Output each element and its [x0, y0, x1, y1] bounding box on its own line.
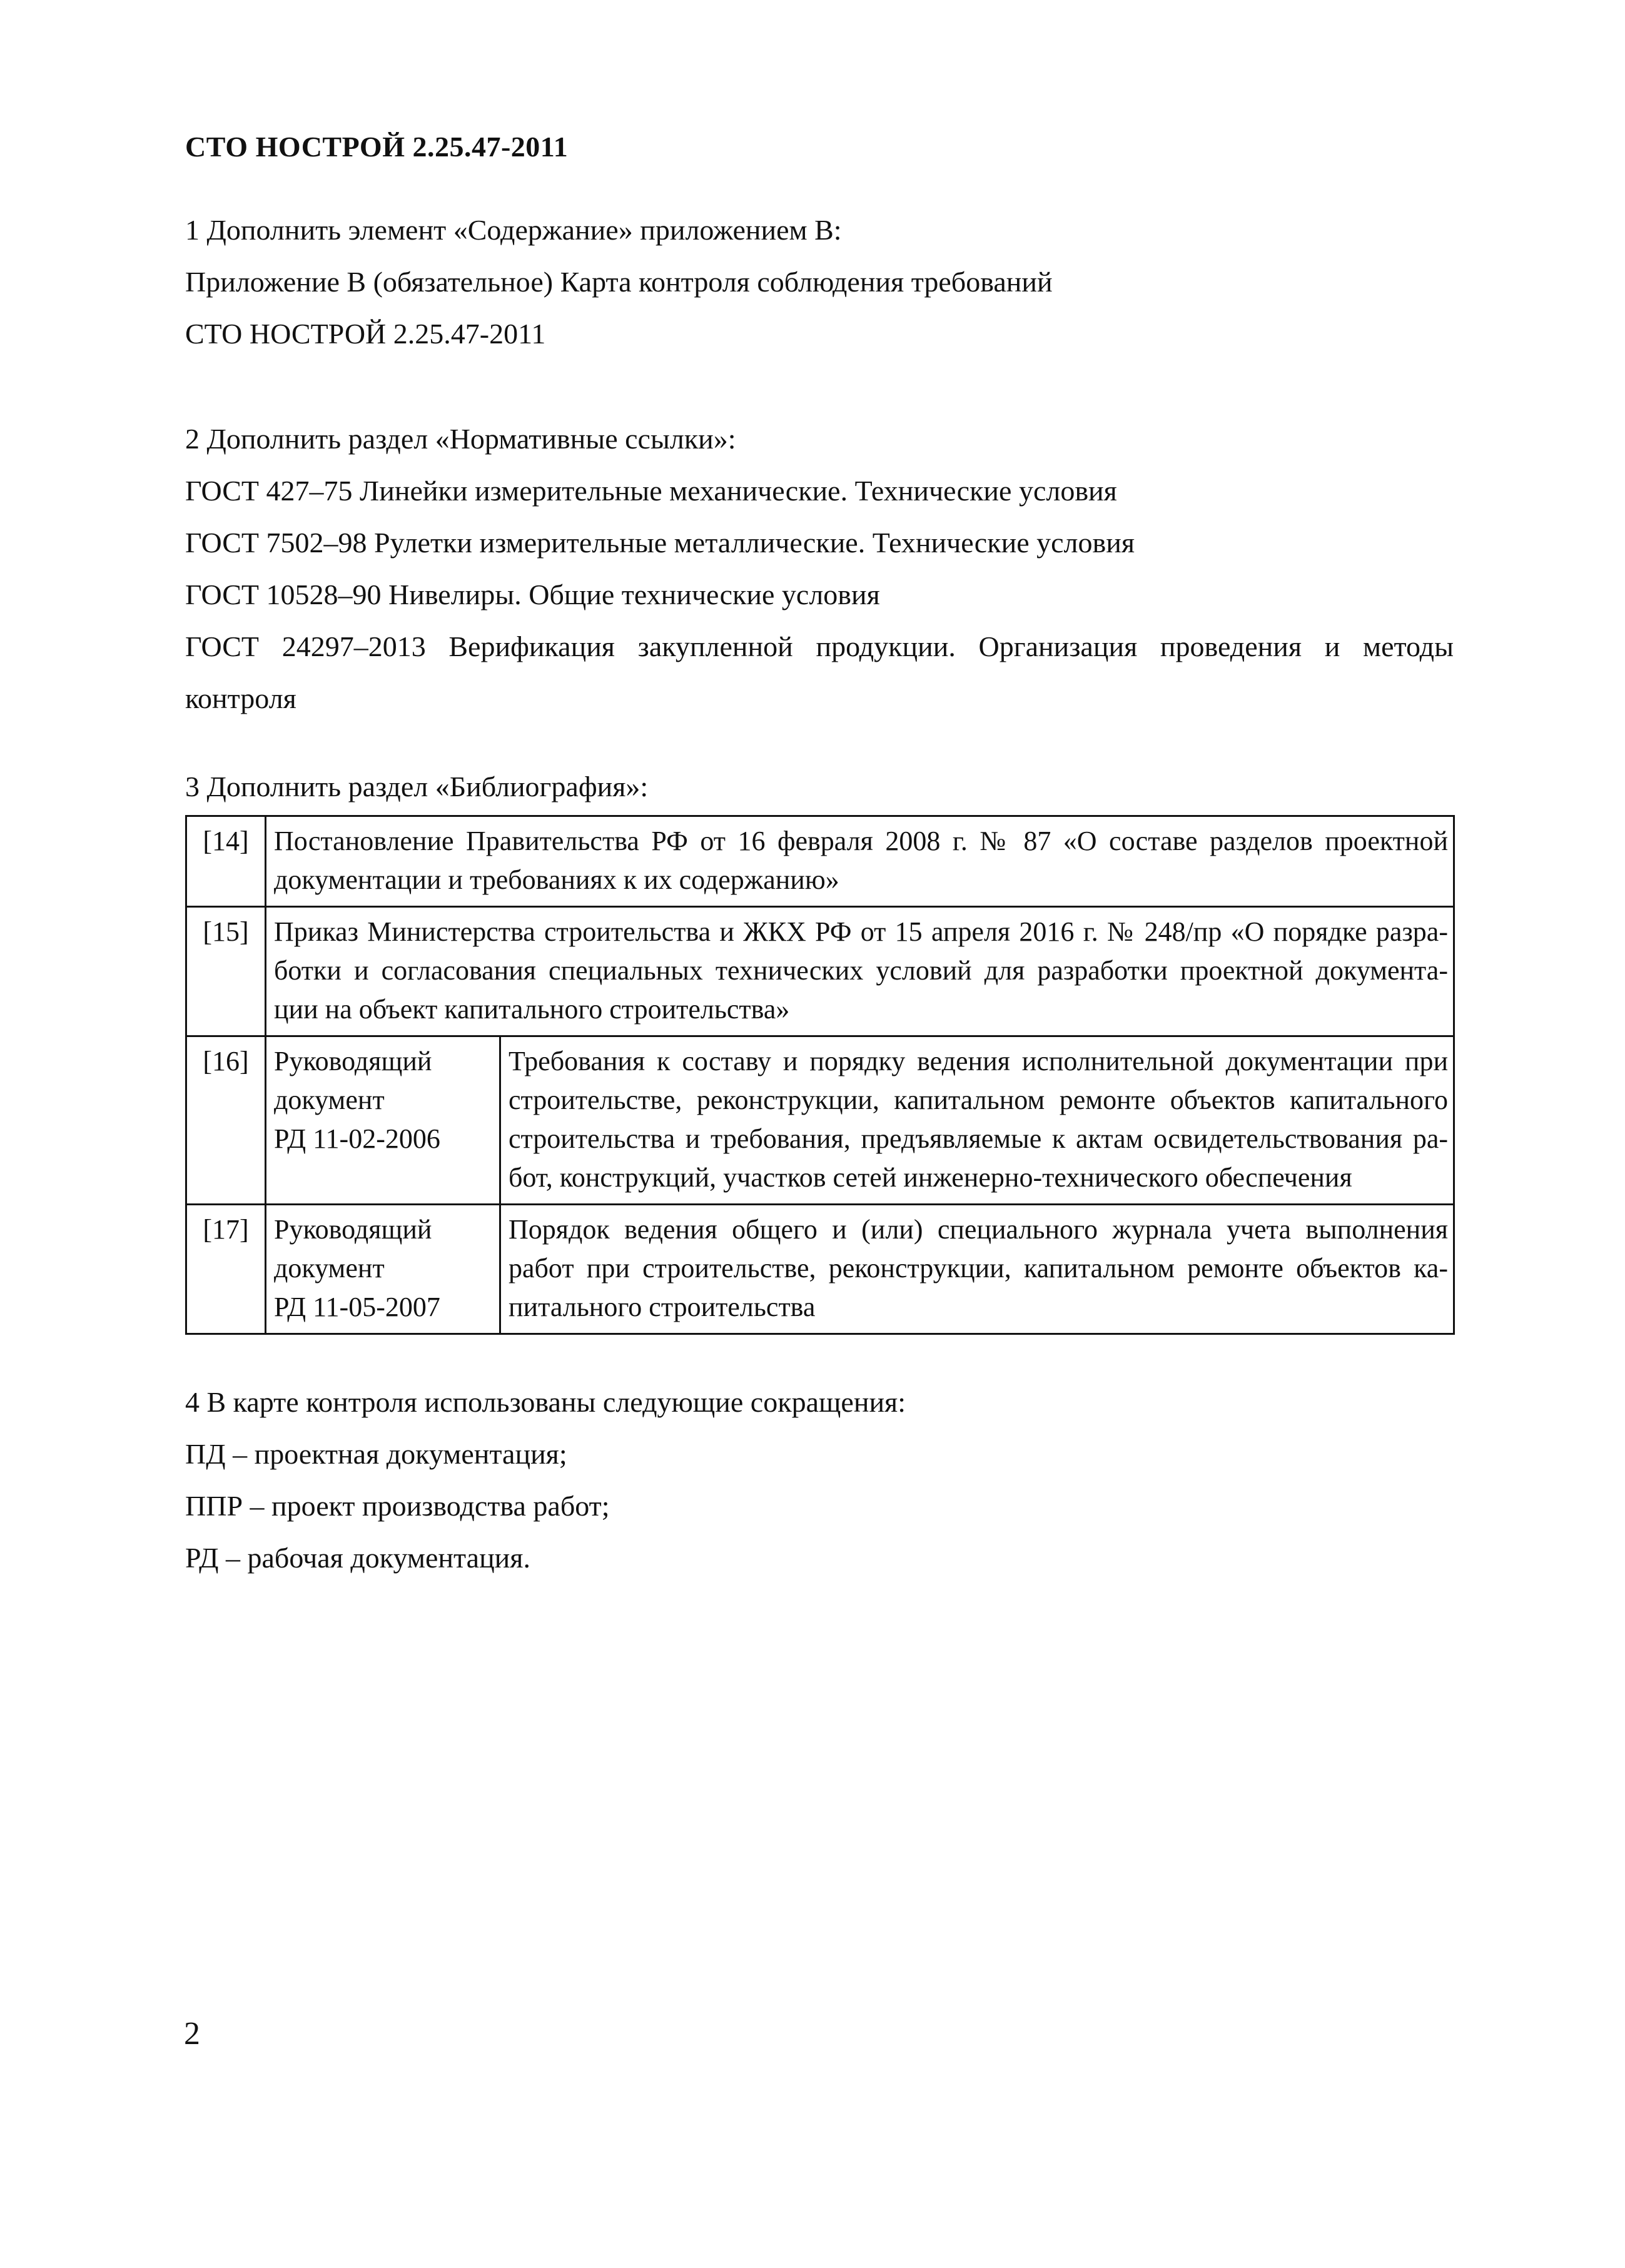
- table-row: [186, 816, 1454, 907]
- ref-doc-line: документ: [274, 1085, 385, 1115]
- section-2-line: контроля: [185, 682, 296, 714]
- section-3-title-text: 3 Дополнить раздел «Библиография»:: [185, 771, 649, 802]
- ref-text-line: питального строительства: [509, 1292, 816, 1322]
- ref-text-line: Постановление Правительства РФ от 16 февраля 2008 г. № 87 «О составе разделов проектной: [274, 826, 1448, 856]
- ref-text-line: строительства и требования, предъявляемые к актам освидетельствования ра-: [509, 1123, 1448, 1154]
- ref-text-line: ботки и согласования специальных технических условий для разработки проектной документа-: [274, 955, 1448, 986]
- section-2-line: ГОСТ 7502–98 Рулетки измерительные металлические. Технические условия: [185, 527, 1135, 559]
- ref-doc-line: РД 11-05-2007: [274, 1292, 440, 1322]
- section-1-line: СТО НОСТРОЙ 2.25.47-2011: [185, 318, 546, 350]
- section-1-line: 1 Дополнить элемент «Содержание» приложением В:: [185, 214, 842, 246]
- ref-document-type: [266, 1036, 500, 1205]
- ref-text-line: Порядок ведения общего и (или) специального журнала учета выполнения: [509, 1214, 1448, 1245]
- ref-text-line: работ при строительстве, реконструкции, капитальном ремонте объектов ка-: [509, 1253, 1448, 1283]
- section-2: [185, 413, 1454, 724]
- ref-number: [15]: [186, 907, 266, 1036]
- section-4: [185, 1376, 1454, 1584]
- ref-text: [500, 1036, 1454, 1205]
- ref-text: [266, 816, 1454, 907]
- ref-text-line: Требования к составу и порядку ведения исполнительной документации при: [509, 1046, 1448, 1076]
- page-number: 2: [184, 2016, 200, 2052]
- ref-number: [16]: [186, 1036, 266, 1205]
- ref-text: [266, 907, 1454, 1036]
- ref-text-line: бот, конструкций, участков сетей инженерно-технического обеспечения: [509, 1162, 1352, 1193]
- table-row: [186, 1205, 1454, 1334]
- ref-doc-line: Руководящий: [274, 1046, 432, 1076]
- abbreviation-item: ПД – проектная документация;: [185, 1438, 567, 1470]
- ref-doc-line: документ: [274, 1253, 385, 1283]
- ref-text-line: ции на объект капитального строительства»: [274, 994, 790, 1025]
- section-1-line: Приложение В (обязательное) Карта контроля соблюдения требований: [185, 266, 1053, 298]
- ref-number: [17]: [186, 1205, 266, 1334]
- section-2-line: ГОСТ 427–75 Линейки измерительные механические. Технические условия: [185, 475, 1117, 507]
- bibliography-table: [185, 815, 1455, 1335]
- section-4-line: 4 В карте контроля использованы следующие сокращения:: [185, 1386, 906, 1418]
- section-2-line: ГОСТ 10528–90 Нивелиры. Общие технические условия: [185, 579, 880, 610]
- abbreviation-item: ППР – проект производства работ;: [185, 1490, 610, 1522]
- section-3-title: [185, 761, 1454, 813]
- section-2-line: ГОСТ 24297–2013 Верификация закупленной продукции. Организация проведения и методы: [185, 630, 1454, 662]
- ref-text: [500, 1205, 1454, 1334]
- ref-text-line: документации и требованиях к их содержанию»: [274, 864, 839, 895]
- ref-doc-line: РД 11-02-2006: [274, 1123, 440, 1154]
- ref-number: [14]: [186, 816, 266, 907]
- section-2-line: 2 Дополнить раздел «Нормативные ссылки»:: [185, 423, 736, 455]
- ref-text-line: Приказ Министерства строительства и ЖКХ РФ от 15 апреля 2016 г. № 248/пр «О порядке разра-: [274, 916, 1448, 947]
- abbreviation-item: РД – рабочая документация.: [185, 1542, 530, 1574]
- ref-text-line: строительстве, реконструкции, капитальном ремонте объектов капитального: [509, 1085, 1448, 1115]
- ref-document-type: [266, 1205, 500, 1334]
- ref-doc-line: Руководящий: [274, 1214, 432, 1245]
- table-row: [186, 907, 1454, 1036]
- section-1: [185, 204, 1454, 360]
- table-row: [186, 1036, 1454, 1205]
- document-header: СТО НОСТРОЙ 2.25.47-2011: [185, 131, 569, 163]
